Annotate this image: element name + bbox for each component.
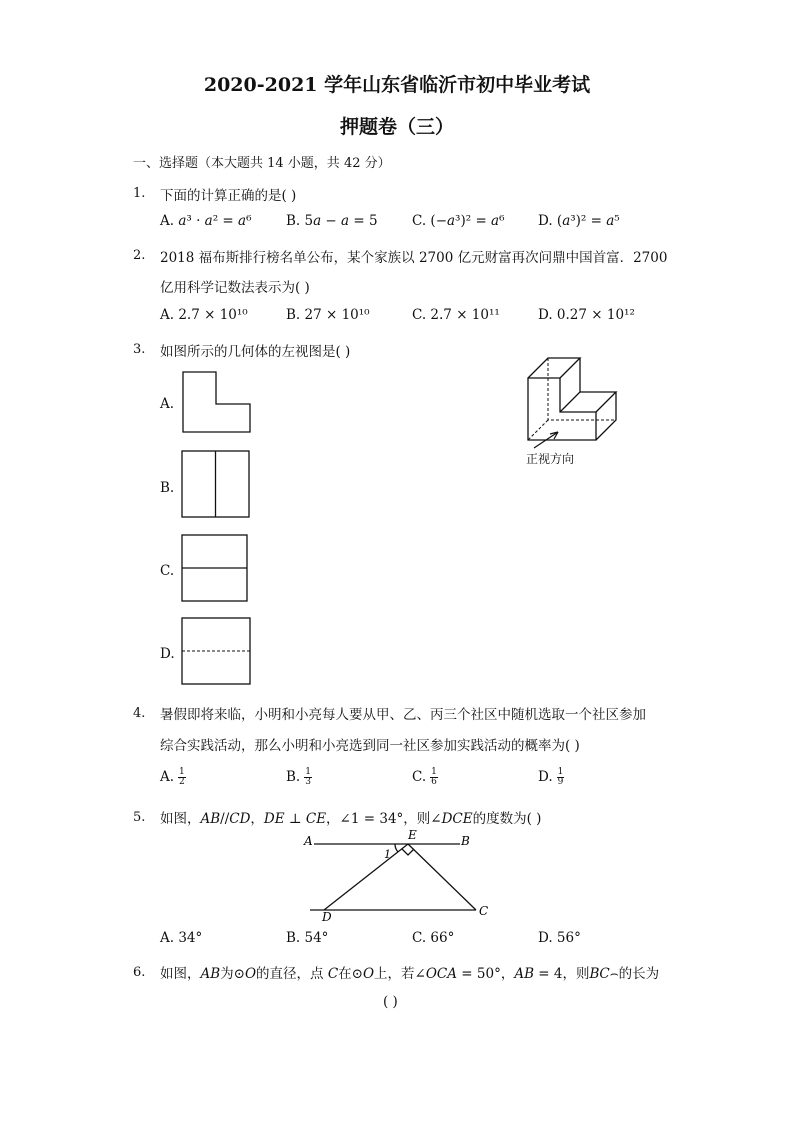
q3-option-b-letter: B. bbox=[160, 480, 175, 496]
q1-option-b: B. 5𝑎 − 𝑎 = 5 bbox=[286, 213, 378, 229]
q4-option-c-fraction bbox=[430, 768, 438, 787]
q3-number: 3. bbox=[133, 342, 146, 357]
q1-text: 下面的计算正确的是( ) bbox=[160, 188, 297, 204]
q5-label-e: E bbox=[408, 828, 417, 842]
q3-option-c-figure bbox=[180, 533, 250, 603]
q5-option-c: C. 66° bbox=[412, 930, 455, 946]
q5-label-a: A bbox=[304, 834, 313, 848]
q3-option-d-figure bbox=[180, 616, 254, 686]
q4-option-b-numerator: 1 bbox=[305, 767, 311, 777]
q2-line2: 亿用科学记数法表示为( ) bbox=[160, 280, 310, 296]
section-label: 一、选择题（本大题共 14 小题，共 42 分） bbox=[133, 156, 391, 171]
q4-option-c-denominator: 6 bbox=[431, 777, 437, 787]
q1-option-c: C. (−𝑎³)² = 𝑎⁶ bbox=[412, 213, 505, 229]
q6-number: 6. bbox=[133, 965, 146, 980]
q5-label-angle-1: 1 bbox=[384, 848, 391, 861]
q2-number: 2. bbox=[133, 248, 146, 263]
q2-option-d: D. 0.27 × 10¹² bbox=[538, 307, 635, 323]
q3-option-d-letter: D. bbox=[160, 646, 175, 662]
q4-option-b bbox=[286, 768, 312, 787]
q2-option-a: A. 2.7 × 10¹⁰ bbox=[160, 307, 248, 323]
q3-view-direction-arrow bbox=[528, 428, 568, 452]
q5-label-b: B bbox=[461, 834, 470, 848]
q1-option-a: A. 𝑎³ · 𝑎² = 𝑎⁶ bbox=[160, 213, 252, 229]
q3-figure-caption: 正视方向 bbox=[526, 452, 575, 466]
q4-option-d-denominator: 9 bbox=[557, 777, 564, 787]
q4-option-a bbox=[160, 768, 186, 787]
q2-option-b: B. 27 × 10¹⁰ bbox=[286, 307, 370, 323]
q1-option-d: D. (𝑎³)² = 𝑎⁵ bbox=[538, 213, 620, 229]
q4-option-c-numerator: 1 bbox=[431, 767, 437, 777]
q4-option-a-numerator: 1 bbox=[179, 767, 185, 777]
q5-option-b: B. 54° bbox=[286, 930, 329, 946]
q6-text: 如图，𝐴𝐵为⊙𝑂的直径，点 𝐶在⊙𝑂上，若∠𝑂𝐶𝐴 = 50°，𝐴𝐵 = 4，则𝐵𝐶⌢的长为 bbox=[160, 966, 660, 982]
q5-option-d: D. 56° bbox=[538, 930, 581, 946]
q5-text: 如图，𝐴𝐵//𝐶𝐷，𝐷𝐸 ⊥ 𝐶𝐸，∠1 = 34°，则∠𝐷𝐶𝐸的度数为( ) bbox=[160, 811, 542, 827]
q4-option-c bbox=[412, 768, 438, 787]
q5-number: 5. bbox=[133, 810, 146, 825]
q4-option-b-letter: B. bbox=[286, 769, 301, 785]
q4-option-b-denominator: 3 bbox=[305, 777, 311, 787]
q4-option-d-numerator: 1 bbox=[557, 767, 564, 777]
q4-line2: 综合实践活动，那么小明和小亮选到同一社区参加实践活动的概率为( ) bbox=[160, 738, 580, 754]
q4-number: 4. bbox=[133, 706, 146, 721]
q5-label-d: D bbox=[322, 910, 332, 922]
q4-option-a-denominator: 2 bbox=[179, 777, 185, 787]
q5-figure bbox=[298, 824, 502, 922]
q3-option-b-figure bbox=[180, 449, 252, 519]
q5-label-c: C bbox=[479, 904, 489, 918]
q4-option-a-fraction bbox=[178, 768, 186, 787]
q4-option-d-fraction bbox=[557, 768, 565, 787]
q4-option-b-fraction bbox=[304, 768, 312, 787]
q5-option-a: A. 34° bbox=[160, 930, 203, 946]
q2-option-c: C. 2.7 × 10¹¹ bbox=[412, 307, 500, 323]
q3-option-c-letter: C. bbox=[160, 563, 175, 579]
q6-paren: ( ) bbox=[383, 994, 398, 1010]
exam-title: 2020-2021 学年山东省临沂市初中毕业考试 bbox=[203, 74, 591, 96]
q4-option-d-letter: D. bbox=[538, 769, 553, 785]
q4-option-a-letter: A. bbox=[160, 769, 175, 785]
q1-number: 1. bbox=[133, 186, 146, 201]
q3-text: 如图所示的几何体的左视图是( ) bbox=[160, 344, 351, 360]
q4-option-d bbox=[538, 768, 564, 787]
q4-line1: 暑假即将来临，小明和小亮每人要从甲、乙、丙三个社区中随机选取一个社区参加 bbox=[160, 707, 646, 723]
q3-option-a-letter: A. bbox=[160, 396, 175, 412]
exam-subtitle: 押题卷（三） bbox=[339, 116, 454, 138]
q2-line1: 2018 福布斯排行榜名单公布，某个家族以 2700 亿元财富再次问鼎中国首富．2700 bbox=[160, 250, 668, 266]
q4-option-c-letter: C. bbox=[412, 769, 427, 785]
q3-option-a-figure bbox=[180, 370, 254, 434]
